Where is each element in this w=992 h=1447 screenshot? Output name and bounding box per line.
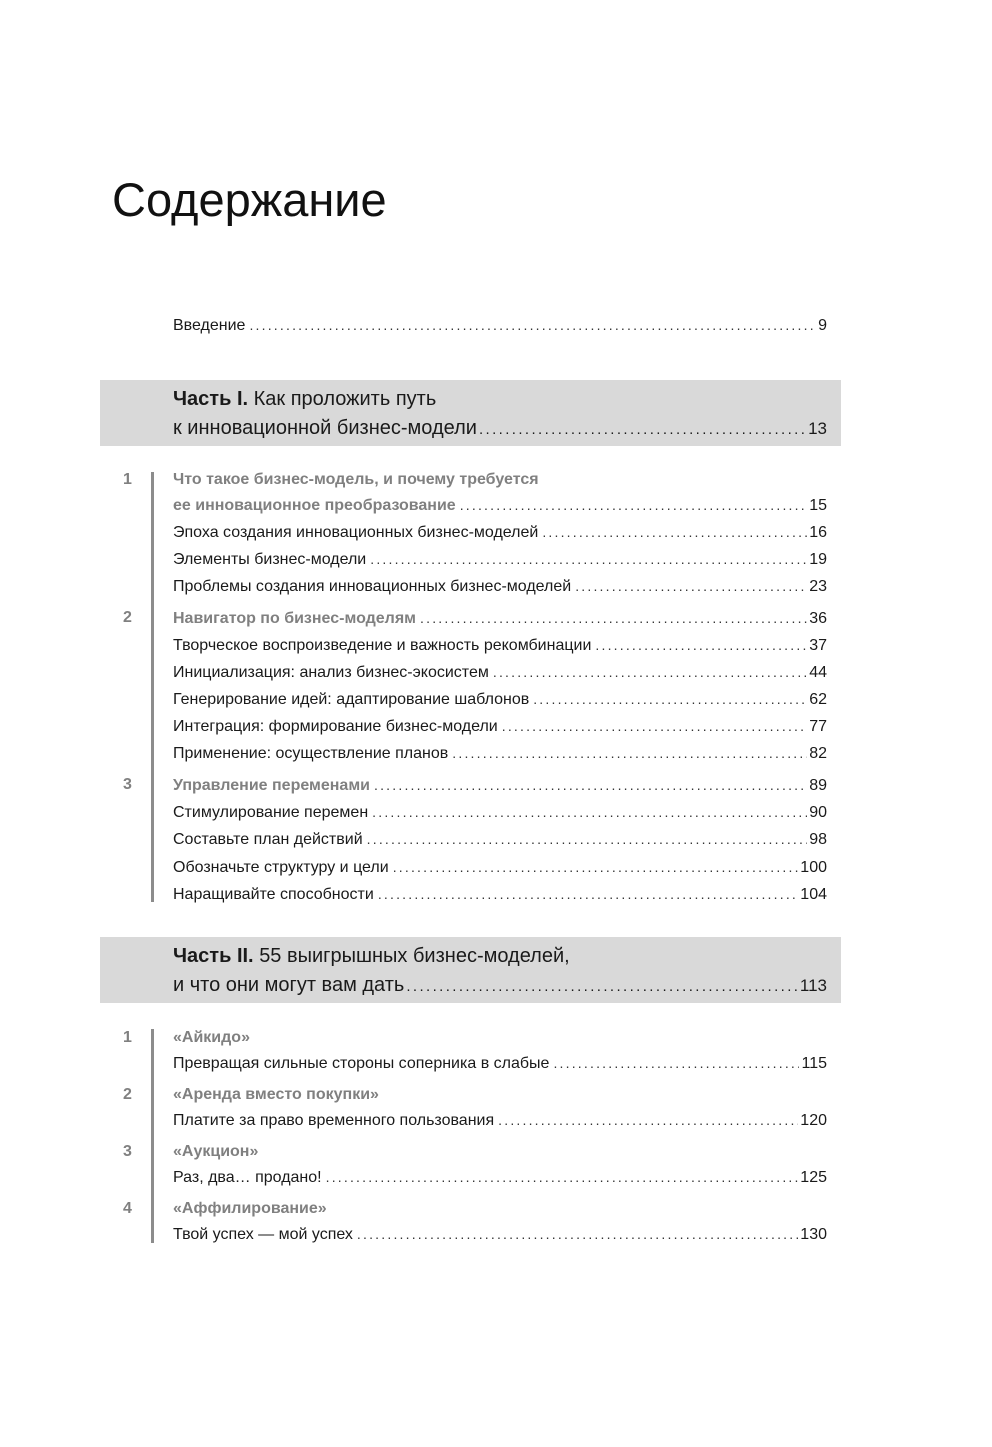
- entry-title: Платите за право временного пользования: [173, 1112, 495, 1129]
- part-title-line1: Как проложить путь: [253, 388, 437, 410]
- dot-leader: [493, 662, 807, 682]
- dot-leader: [595, 635, 807, 655]
- chapter-number: 2: [123, 1086, 132, 1103]
- toc-entry-section[interactable]: [173, 884, 827, 904]
- entry-page: 15: [809, 497, 827, 514]
- dot-leader: [367, 829, 808, 849]
- entry-title: Инициализация: анализ бизнес-экосистем: [173, 664, 489, 681]
- entry-page: 120: [800, 1112, 827, 1129]
- toc-entry-section[interactable]: [173, 689, 827, 709]
- chapter-title[interactable]: «Аффилирование»: [173, 1200, 327, 1217]
- toc-entry-section[interactable]: [173, 829, 827, 849]
- toc-entry-section[interactable]: [173, 635, 827, 655]
- entry-title: Превращая сильные стороны соперника в слабые: [173, 1055, 550, 1072]
- entry-page: 37: [809, 637, 827, 654]
- entry-page: 98: [809, 831, 827, 848]
- entry-page: 44: [809, 664, 827, 681]
- entry-title: Проблемы создания инновационных бизнес-моделей: [173, 578, 572, 595]
- entry-title: Раз, два… продано!: [173, 1169, 322, 1186]
- entry-page: 36: [809, 610, 827, 627]
- entry-title: Применение: осуществление планов: [173, 745, 449, 762]
- toc-entry-section[interactable]: [173, 549, 827, 569]
- entry-page: 100: [800, 859, 827, 876]
- toc-entry-section[interactable]: [173, 1167, 827, 1187]
- chapter-title-line1[interactable]: Что такое бизнес-модель, и почему требуется: [173, 471, 539, 488]
- toc-entry-intro[interactable]: [173, 315, 827, 335]
- entry-page: 115: [801, 1055, 827, 1072]
- entry-title: Твой успех — мой успех: [173, 1226, 353, 1243]
- dot-leader: [502, 716, 807, 736]
- entry-title: Наращивайте способности: [173, 886, 374, 903]
- entry-title: Составьте план действий: [173, 831, 363, 848]
- dot-leader: [420, 608, 807, 628]
- toc-entry-chapter[interactable]: [173, 775, 827, 795]
- chapter-number: 4: [123, 1200, 132, 1217]
- dot-leader: [374, 775, 807, 795]
- entry-title: Интеграция: формирование бизнес-модели: [173, 718, 498, 735]
- chapter-number: 1: [123, 471, 132, 488]
- page-title: Содержание: [112, 173, 387, 226]
- entry-page: 16: [809, 524, 827, 541]
- chapter-divider-bar: [151, 1029, 154, 1243]
- toc-entry-section[interactable]: [173, 1053, 827, 1073]
- entry-title: Эпоха создания инновационных бизнес-моделей: [173, 524, 539, 541]
- toc-entry-section[interactable]: [173, 743, 827, 763]
- entry-page: 125: [800, 1169, 827, 1186]
- entry-page: 23: [809, 578, 827, 595]
- chapter-number: 2: [123, 609, 132, 626]
- chapter-title[interactable]: «Аукцион»: [173, 1143, 259, 1160]
- dot-leader: [575, 576, 807, 596]
- toc-entry-chapter[interactable]: [173, 495, 827, 515]
- entry-page: 82: [809, 745, 827, 762]
- dot-leader: [406, 975, 798, 999]
- toc-entry-chapter[interactable]: [173, 608, 827, 628]
- part-label: Часть II.: [173, 945, 254, 967]
- entry-title: Элементы бизнес-модели: [173, 551, 367, 568]
- part-page: 113: [799, 976, 827, 995]
- chapter-number: 3: [123, 1143, 132, 1160]
- dot-leader: [326, 1167, 799, 1187]
- entry-page: 130: [800, 1226, 827, 1243]
- toc-entry-section[interactable]: [173, 1110, 827, 1130]
- entry-title: ее инновационное преобразование: [173, 497, 456, 514]
- part-header-1[interactable]: [100, 380, 841, 446]
- dot-leader: [378, 884, 798, 904]
- chapter-divider-bar: [151, 472, 154, 902]
- part-title-line1: 55 выигрышных бизнес-моделей,: [259, 945, 570, 967]
- part-page: 13: [808, 419, 827, 438]
- chapter-title[interactable]: «Айкидо»: [173, 1029, 250, 1046]
- dot-leader: [372, 802, 807, 822]
- toc-entry-section[interactable]: [173, 662, 827, 682]
- part-label: Часть I.: [173, 388, 249, 410]
- toc-entry-section[interactable]: [173, 1224, 827, 1244]
- entry-page: 62: [809, 691, 827, 708]
- entry-page: 104: [800, 886, 827, 903]
- chapter-number: 1: [123, 1029, 132, 1046]
- entry-page: 77: [809, 718, 827, 735]
- dot-leader: [249, 315, 816, 335]
- dot-leader: [542, 522, 807, 542]
- dot-leader: [370, 549, 807, 569]
- entry-title: Творческое воспроизведение и важность рекомбинации: [173, 637, 592, 654]
- entry-title: Введение: [173, 317, 246, 334]
- dot-leader: [479, 418, 806, 442]
- entry-title: Управление переменами: [173, 777, 370, 794]
- dot-leader: [498, 1110, 798, 1130]
- toc-entry-section[interactable]: [173, 802, 827, 822]
- dot-leader: [393, 857, 799, 877]
- toc-entry-section[interactable]: [173, 716, 827, 736]
- dot-leader: [460, 495, 808, 515]
- entry-page: 89: [809, 777, 827, 794]
- part-header-2[interactable]: [100, 937, 841, 1003]
- part-title-line2: к инновационной бизнес-модели: [173, 417, 477, 439]
- entry-page: 90: [809, 804, 827, 821]
- entry-page: 9: [818, 317, 827, 334]
- entry-title: Обозначьте структуру и цели: [173, 859, 389, 876]
- dot-leader: [553, 1053, 799, 1073]
- entry-page: 19: [809, 551, 827, 568]
- dot-leader: [452, 743, 807, 763]
- entry-title: Генерирование идей: адаптирование шаблонов: [173, 691, 530, 708]
- entry-title: Стимулирование перемен: [173, 804, 369, 821]
- chapter-title[interactable]: «Аренда вместо покупки»: [173, 1086, 379, 1103]
- toc-entry-section[interactable]: [173, 857, 827, 877]
- toc-entry-section[interactable]: [173, 522, 827, 542]
- chapter-number: 3: [123, 776, 132, 793]
- dot-leader: [533, 689, 807, 709]
- part-title-line2: и что они могут вам дать: [173, 974, 405, 996]
- dot-leader: [357, 1224, 798, 1244]
- toc-entry-section[interactable]: [173, 576, 827, 596]
- entry-title: Навигатор по бизнес-моделям: [173, 610, 417, 627]
